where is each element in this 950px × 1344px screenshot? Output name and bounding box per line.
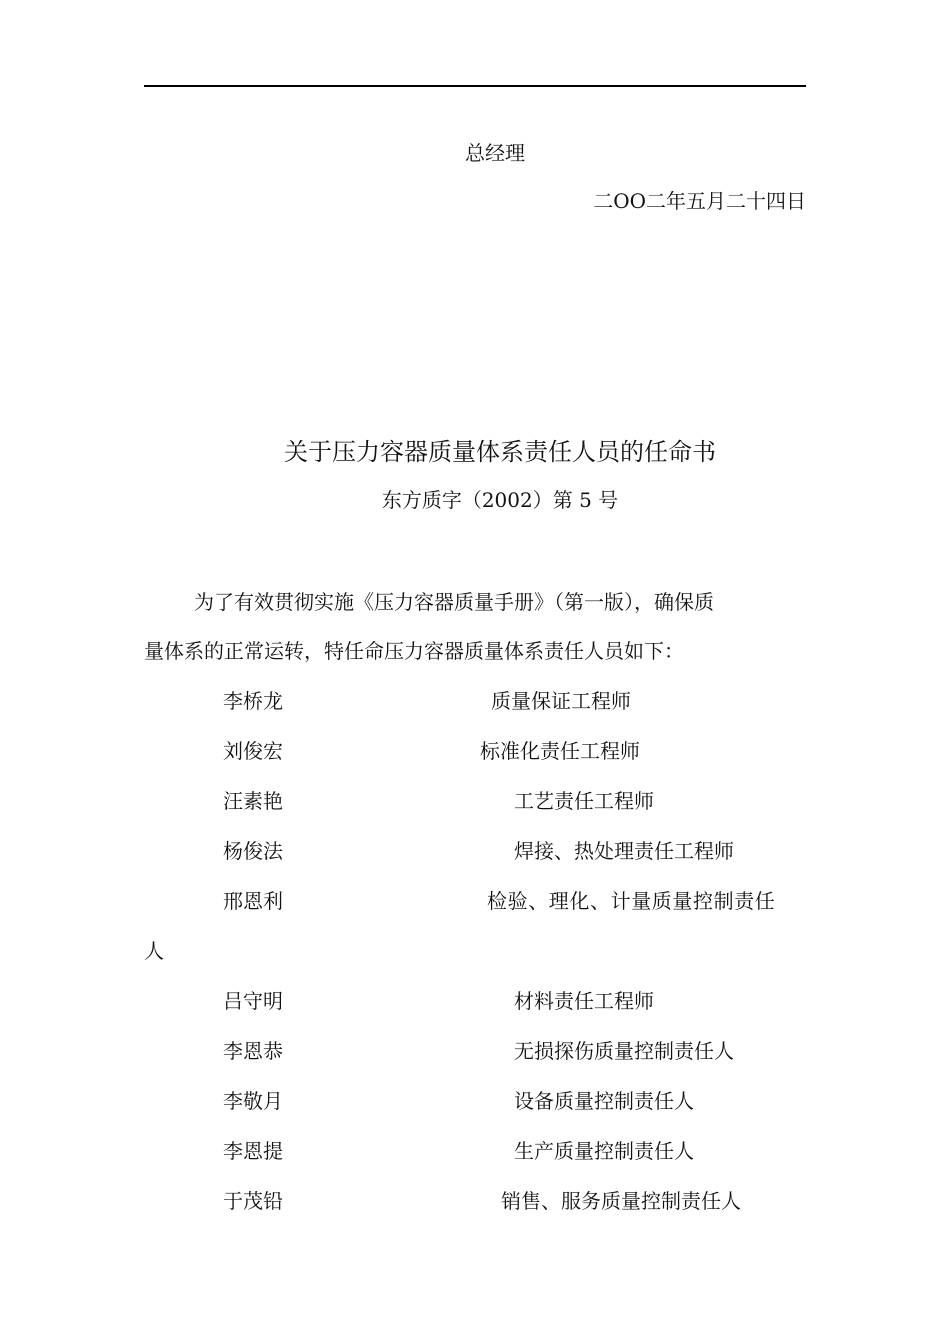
signature-date: 二OO二年五月二十四日	[593, 189, 806, 213]
appointee-role: 销售、服务质量控制责任人	[501, 1189, 741, 1213]
appointee-role: 设备质量控制责任人	[514, 1089, 694, 1113]
appointee-name: 李恩提	[223, 1139, 283, 1163]
document-title: 关于压力容器质量体系责任人员的任命书	[284, 438, 716, 466]
appointee-role: 质量保证工程师	[491, 689, 631, 713]
appointee-name: 刘俊宏	[223, 739, 283, 763]
appointee-role: 焊接、热处理责任工程师	[514, 839, 734, 863]
appointee-role: 无损探伤质量控制责任人	[514, 1039, 734, 1063]
appointee-role: 材料责任工程师	[514, 989, 654, 1013]
document-number: 东方质字（2002）第 5 号	[381, 488, 619, 512]
appointee-role: 工艺责任工程师	[514, 789, 654, 813]
intro-paragraph-line: 为了有效贯彻实施《压力容器质量手册》（第一版），确保质	[194, 590, 714, 614]
header-rule	[144, 85, 806, 87]
appointee-role: 标准化责任工程师	[480, 739, 640, 763]
appointee-role-continuation: 人	[144, 939, 164, 963]
appointee-name: 于茂铅	[223, 1189, 283, 1213]
appointee-role: 检验、理化、计量质量控制责任	[487, 889, 776, 913]
signatory-title: 总经理	[465, 141, 525, 165]
appointee-name: 吕守明	[223, 989, 283, 1013]
intro-paragraph-line: 量体系的正常运转，特任命压力容器质量体系责任人员如下：	[144, 639, 684, 663]
appointee-name: 邢恩利	[223, 889, 283, 913]
appointee-name: 杨俊法	[223, 839, 283, 863]
appointee-name: 李恩恭	[223, 1039, 283, 1063]
appointee-name: 李桥龙	[223, 689, 283, 713]
appointee-role: 生产质量控制责任人	[514, 1139, 694, 1163]
appointee-name: 汪素艳	[223, 789, 283, 813]
appointee-name: 李敬月	[223, 1089, 283, 1113]
